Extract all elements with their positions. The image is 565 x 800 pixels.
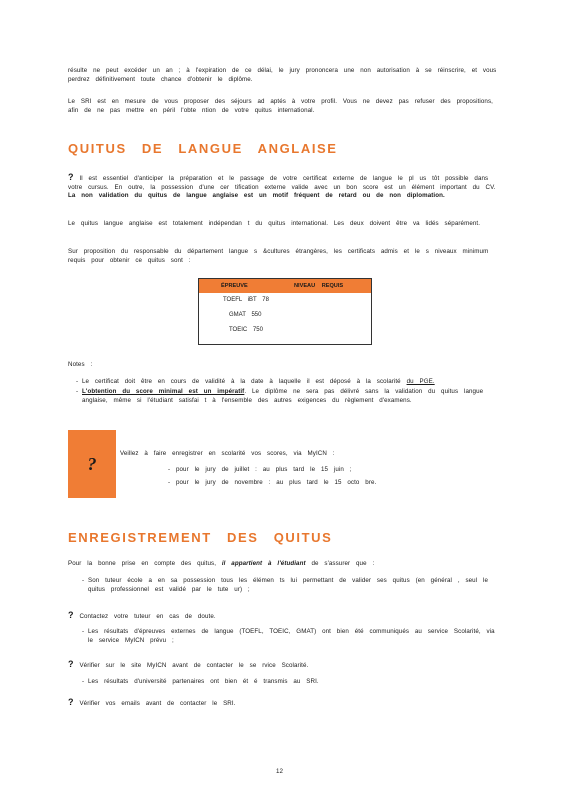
callout-item-1: - pour le jury de juillet : au plus tard le 15 juin ; <box>168 466 352 473</box>
quitus-paragraph-3: Sur proposition du responsable du département langue s &cultures étrangères, les certificats admis et le s niveaux minimum requis pour obtenir ce quitus sont : <box>68 248 489 264</box>
note-2-text: . Le diplôme ne sera pas délivré sans la validation du quitus langue anglaise, même si l'étudiant satisfai t à l'ensemble des autres exigences du règlement d'examens. <box>82 388 484 404</box>
enreg-check-1: ? Contactez votre tuteur en cas de doute. <box>68 610 216 620</box>
enreg-bullet-1: - Son tuteur école a en sa possession tous les élémen ts lui permettant de valider ses quitus (en général , seul le quitus professionnel est validé par le tute ur) ; <box>82 577 489 593</box>
table-row: GMAT 550 <box>229 312 262 318</box>
enregistrement-heading: ENREGISTREMENT DES QUITUS <box>68 530 333 545</box>
note-2-bold: L'obtention du score minimal est un impératif <box>82 388 245 395</box>
callout-item-2: - pour le jury de novembre : au plus tard le 15 octo bre. <box>168 479 377 486</box>
quitus-p1-text: Il est essentiel d'anticiper la préparation et le passage de votre certificat externe de langue le pl us tôt possible dans votre cursus. En outre, la possession d'une cer tification externe valide avec un bon score est un élément important du CV. <box>68 175 496 191</box>
note-2: - L'obtention du score minimal est un impératif. Le diplôme ne sera pas délivré sans la validation du quitus langue anglaise, même si l'étudiant satisfai t à l'ensemble des autres exigences du règlement d'examens. <box>76 388 484 404</box>
intro-paragraph-1: résulte ne peut excéder un an ; à l'expiration de ce délai, le jury prononcera une non autorisation à se réinscrire, et vous perdrez définitivement toute chance d'obtenir le diplôme. <box>68 67 497 83</box>
enreg-p1-end: de s'assurer que : <box>311 560 375 567</box>
col-epreuve-header: ÉPREUVE <box>221 283 248 289</box>
enreg-check-1-text: Contactez votre tuteur en cas de doute. <box>79 613 216 620</box>
col-niveau-header: NIVEAU REQUIS <box>294 283 344 289</box>
question-icon: ? <box>87 454 97 474</box>
note-1-text: Le certificat doit être en cours de validité à la date à laquelle il est déposé à la scolarité <box>82 378 401 385</box>
quitus-p1-bold: La non validation du quitus de langue anglaise est un motif fréquent de retard ou de non diplomation. <box>68 192 445 200</box>
table-header <box>199 279 371 293</box>
quitus-paragraph-2: Le quitus langue anglaise est totalement indépendan t du quitus international. Les deux doivent être va lidés séparément. <box>68 220 481 227</box>
enreg-check-3-text: Vérifier vos emails avant de contacter le SRI. <box>79 700 236 707</box>
requirements-table <box>198 278 372 345</box>
enreg-paragraph <box>68 560 498 569</box>
pge-link[interactable]: du PGE. <box>406 378 435 385</box>
enreg-p1-text: Pour la bonne prise en compte des quitus, <box>68 560 217 567</box>
quitus-paragraph-1 <box>68 173 498 201</box>
enreg-check-2-text: Vérifier sur le site MyICN avant de contacter le se rvice Scolarité. <box>79 662 309 669</box>
table-row: TOEIC 750 <box>229 327 263 333</box>
callout-icon-box <box>68 430 116 498</box>
enreg-bullet-1-text: Son tuteur école a en sa possession tous les élémen ts lui permettant de valider ses quitus (en général , seul le quitus professionnel est validé par le tute ur) ; <box>88 577 489 593</box>
enreg-check-2: ? Vérifier sur le site MyICN avant de contacter le se rvice Scolarité. <box>68 659 309 669</box>
notes-label: Notes : <box>68 361 93 368</box>
enreg-p1-bold: il appartient à l'étudiant <box>221 560 306 567</box>
quitus-heading: QUITUS DE LANGUE ANGLAISE <box>68 141 338 156</box>
enreg-bullet-3: - Les résultats d'université partenaires ont bien ét é transmis au SRI. <box>82 678 319 685</box>
table-row: TOEFL iBT 78 <box>223 297 269 303</box>
enreg-bullet-2-text: Les résultats d'épreuves externes de langue (TOEFL, TOEIC, GMAT) ont bien été communiqués au service Scolarité, via le service MyICN prévu ; <box>88 628 495 644</box>
callout-text: Veillez à faire enregistrer en scolarité vos scores, via MyICN : <box>120 450 335 457</box>
enreg-check-3: ? Vérifier vos emails avant de contacter le SRI. <box>68 697 236 707</box>
enreg-bullet-2: - Les résultats d'épreuves externes de langue (TOEFL, TOEIC, GMAT) ont bien été communiqués au service Scolarité, via le service MyICN prévu ; <box>82 628 495 644</box>
page-number: 12 <box>276 768 284 775</box>
enreg-bullet-3-text: Les résultats d'université partenaires ont bien ét é transmis au SRI. <box>88 678 319 685</box>
question-marker: ? <box>68 172 74 182</box>
intro-paragraph-2: Le SRI est en mesure de vous proposer des séjours ad aptés à votre profil. Vous ne devez pas refuser des propositions, afin de ne pas mettre en péril l'obte ntion de votre quitus international. <box>68 98 493 114</box>
note-1: - Le certificat doit être en cours de validité à la date à laquelle il est déposé à la scolarité du PGE. <box>76 378 435 385</box>
